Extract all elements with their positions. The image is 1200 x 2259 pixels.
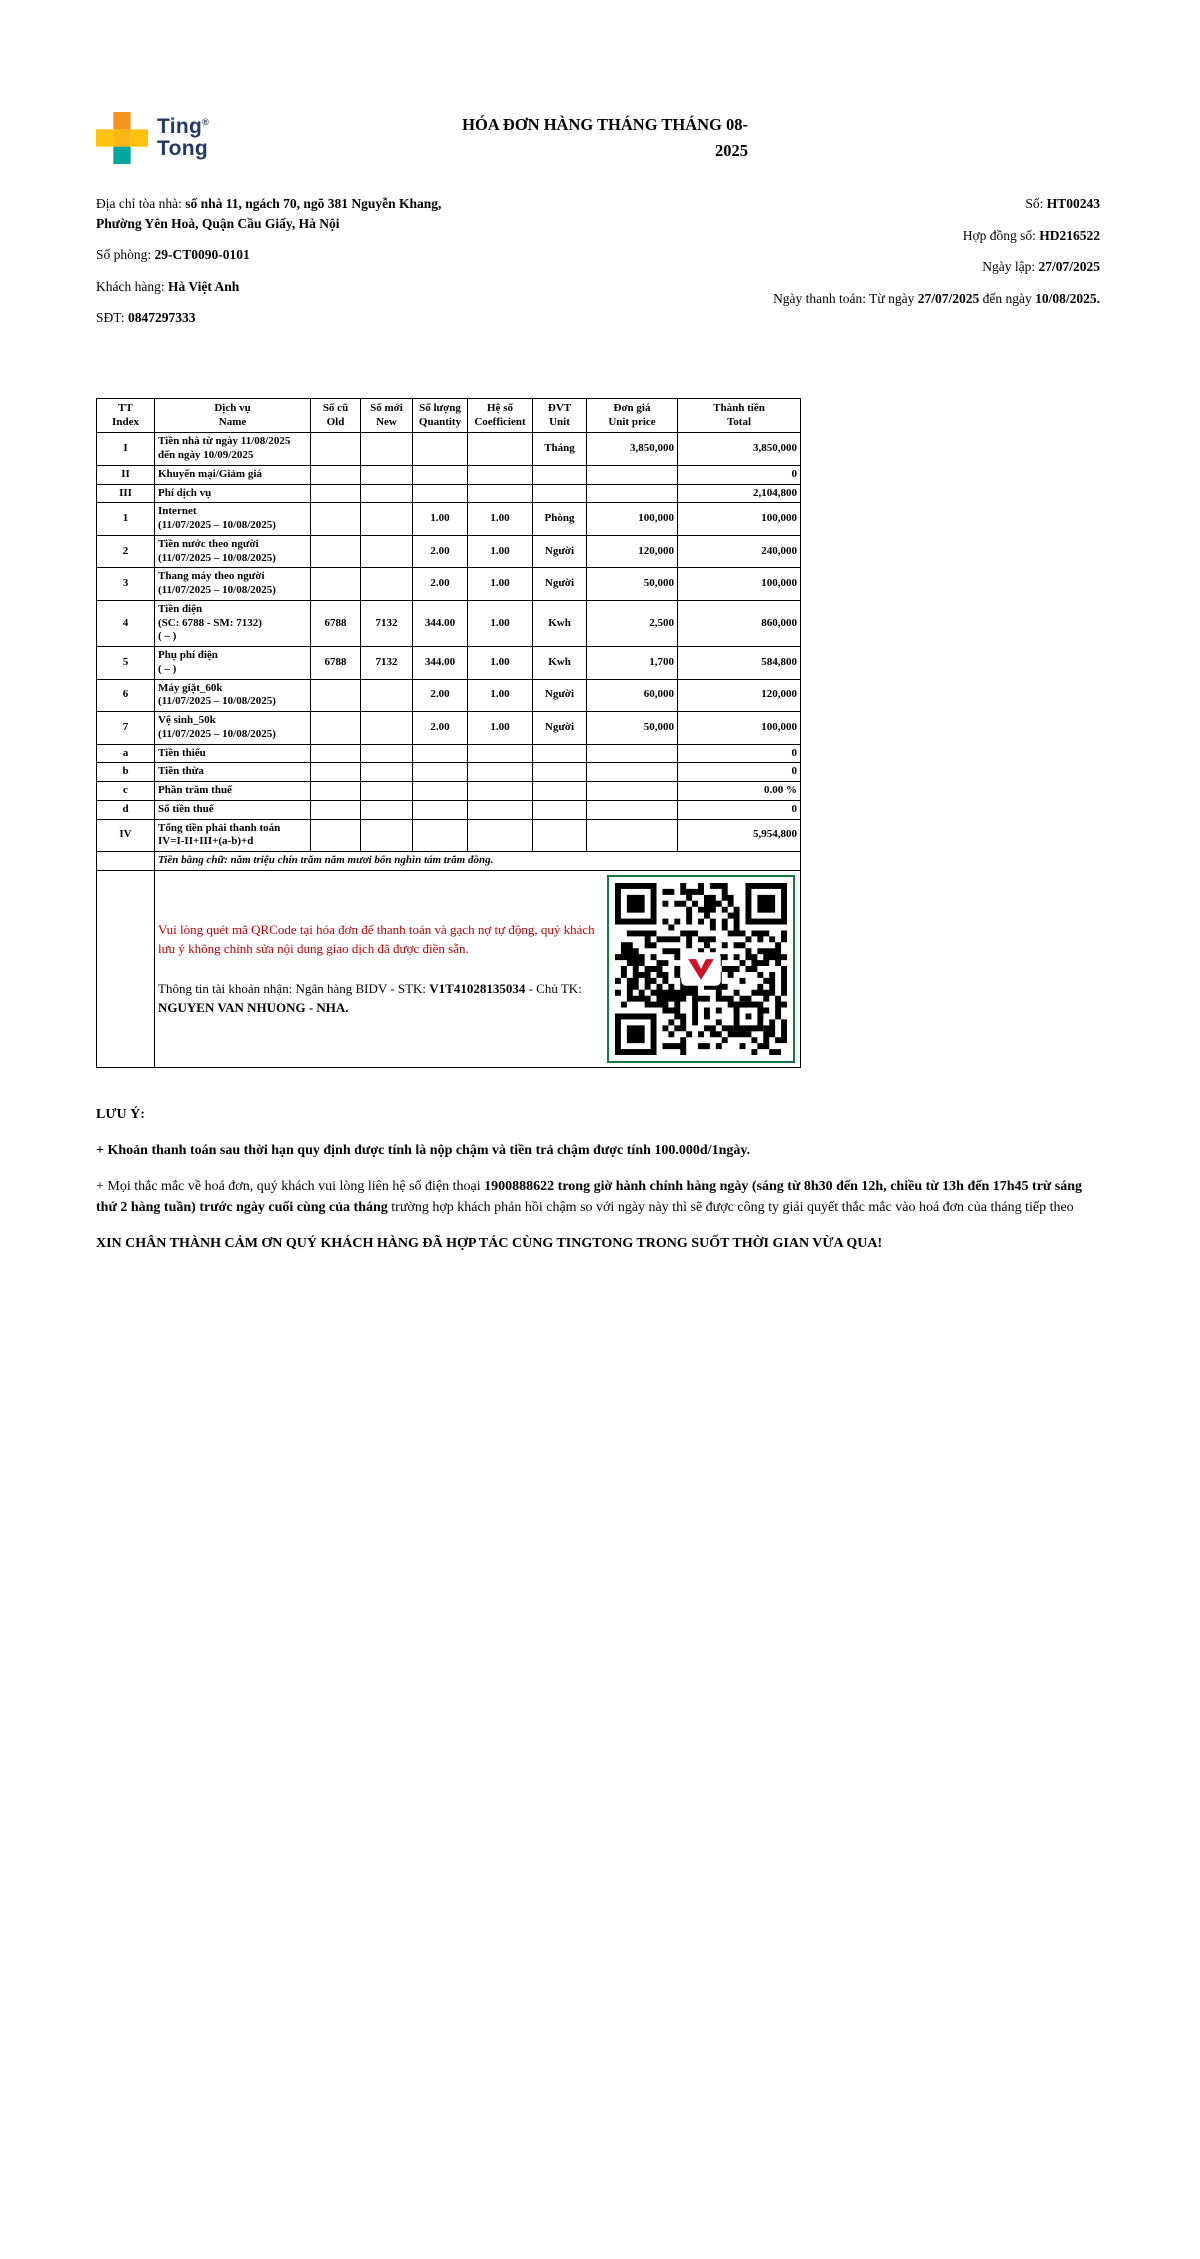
table-row [97,712,801,745]
row-index: 4 [97,600,155,646]
row-quantity: 2.00 [413,712,468,745]
row-unit-price [587,819,678,852]
row-old [311,679,361,712]
table-row [97,433,801,466]
table-row [97,484,801,503]
service-name: Phí dịch vụ [158,486,212,499]
row-total: 100,000 [678,503,801,536]
contract-number: Hợp đồng số: HD216522 [962,227,1100,243]
row-coefficient [468,433,533,466]
service-name: Khuyến mại/Giảm giá [158,467,262,480]
table-row [97,744,801,763]
row-coefficient [468,819,533,852]
building-address: Địa chỉ tòa nhà: số nhà 11, ngách 70, ngõ 381 Nguyễn Khang, Phường Yên Hoà, Quận Cầu Giấy, Hà Nội [96,196,442,231]
notes-heading: LƯU Ý: [96,1106,145,1122]
table-row [97,568,801,601]
customer-phone: SĐT: 0847297333 [96,310,196,326]
row-unit: Kwh [533,647,587,680]
row-service [155,763,311,782]
row-total: 240,000 [678,535,801,568]
row-index: I [97,433,155,466]
col-header-unit-price: Đơn giá Unit price [587,398,678,433]
row-unit-price: 120,000 [587,535,678,568]
row-new [361,568,413,601]
row-index: 3 [97,568,155,601]
row-new [361,679,413,712]
row-coefficient [468,484,533,503]
row-index: 7 [97,712,155,745]
row-service [155,568,311,601]
service-period: (11/07/2025 – 10/08/2025) [158,727,276,740]
row-unit [533,800,587,819]
row-total: 0 [678,744,801,763]
row-service [155,647,311,680]
issue-date: Ngày lập: 27/07/2025 [982,259,1100,275]
row-new [361,782,413,801]
row-total: 584,800 [678,647,801,680]
row-unit-price [587,744,678,763]
qr-code-frame [607,875,795,1063]
col-header-new: Số mới New [361,398,413,433]
empty-cell [97,852,155,871]
invoice-title [462,112,748,163]
grand-total-row [97,819,801,852]
row-service [155,484,311,503]
col-header-coefficient: Hệ số Coefficient [468,398,533,433]
col-header-unit: ĐVT Unit [533,398,587,433]
row-index: 2 [97,535,155,568]
col-header-index: TT Index [97,398,155,433]
row-total: 120,000 [678,679,801,712]
row-service [155,782,311,801]
bank-account-number: V1T41028135034 [429,980,526,996]
thanks-note: XIN CHÂN THÀNH CẢM ƠN QUÝ KHÁCH HÀNG ĐÃ HỢP TÁC CÙNG TINGTONG TRONG SUỐT THỜI GIAN VỪA QUA! [96,1235,883,1251]
row-index: 6 [97,679,155,712]
row-unit-price: 50,000 [587,568,678,601]
customer-name: Khách hàng: Hà Việt Anh [96,278,240,294]
row-coefficient [468,744,533,763]
row-unit [533,819,587,852]
bank-account-info: Thông tin tài khoản nhận: Ngân hàng BIDV - STK: V1T41028135034 - Chủ TK: NGUYEN VAN NHUONG - NHA. [158,980,582,1016]
row-quantity [413,819,468,852]
row-old [311,484,361,503]
row-new: 7132 [361,647,413,680]
row-index: III [97,484,155,503]
row-total: 0 [678,465,801,484]
row-quantity [413,744,468,763]
table-row [97,465,801,484]
row-coefficient: 1.00 [468,535,533,568]
row-coefficient [468,800,533,819]
row-unit [533,782,587,801]
row-old [311,819,361,852]
row-total: 100,000 [678,568,801,601]
row-old [311,535,361,568]
row-total: 100,000 [678,712,801,745]
row-unit-price: 100,000 [587,503,678,536]
col-header-quantity: Số lượng Quantity [413,398,468,433]
row-service [155,535,311,568]
row-quantity [413,433,468,466]
service-name: Internet [158,505,197,518]
brand-line1: Ting [157,115,203,139]
row-service [155,800,311,819]
col-header-service: Dịch vụ Name [155,398,311,433]
row-unit: Tháng [533,433,587,466]
row-index: b [97,763,155,782]
row-old [311,465,361,484]
row-service [155,433,311,466]
row-total: 860,000 [678,600,801,646]
tingtong-plus-icon [96,112,148,164]
row-service [155,503,311,536]
row-coefficient: 1.00 [468,503,533,536]
row-old: 6788 [311,647,361,680]
row-unit-price [587,800,678,819]
row-unit-price: 2,500 [587,600,678,646]
table-header-row [97,398,801,433]
qr-payment-notice: Vui lòng quét mã QRCode tại hóa đơn để thanh toán và gạch nợ tự động, quý khách lưu ý không chỉnh sửa nội dung giao dịch đã được điền sẵn. [158,921,595,957]
row-old [311,763,361,782]
service-name: Phần trăm thuế [158,784,232,797]
row-coefficient [468,782,533,801]
qr-payment-section [155,870,801,1067]
row-unit: Người [533,712,587,745]
grand-total-label: Tổng tiền phải thanh toán [158,821,281,834]
row-old [311,568,361,601]
hotline-number: 1900888622 trong giờ hành chính hàng ngày (sáng từ 8h30 đến 12h, chiều từ 13h đến 17h45 trừ sáng thứ 2 hàng tuần) [96,1178,1083,1215]
bank-account-holder: NGUYEN VAN NHUONG - NHA. [158,1000,349,1016]
service-period: (11/07/2025 – 10/08/2025) [158,551,276,564]
row-quantity: 2.00 [413,535,468,568]
service-period: (11/07/2025 – 10/08/2025) [158,519,276,532]
row-old [311,782,361,801]
row-index: 5 [97,647,155,680]
service-period: (11/07/2025 – 10/08/2025) [158,695,276,708]
row-old [311,712,361,745]
row-new [361,535,413,568]
row-unit: Người [533,568,587,601]
invoice-title-line1: HÓA ĐƠN HÀNG THÁNG THÁNG 08- [462,115,748,134]
table-row [97,647,801,680]
row-new [361,819,413,852]
row-index: d [97,800,155,819]
amount-in-words [155,852,801,871]
service-name: Tiền nhà từ ngày 11/08/2025 đến ngày 10/09/2025 [158,435,291,462]
row-quantity [413,763,468,782]
grand-total-value: 5,954,800 [678,819,801,852]
service-name: Tiền nước theo người [158,537,259,550]
customer-info [96,194,468,340]
row-index: 1 [97,503,155,536]
row-old [311,744,361,763]
table-row [97,679,801,712]
payment-period: Ngày thanh toán: Từ ngày 27/07/2025 đến ngày 10/08/2025. [773,290,1100,306]
row-unit-price [587,763,678,782]
row-new [361,712,413,745]
invoice-meta [748,194,1100,340]
grand-total-formula: IV=I-II+III+(a-b)+d [158,835,254,848]
row-service [155,679,311,712]
row-service [155,744,311,763]
row-unit: Người [533,535,587,568]
row-new [361,763,413,782]
row-new [361,465,413,484]
service-name: Vệ sinh_50k [158,714,216,727]
row-coefficient: 1.00 [468,647,533,680]
row-unit-price [587,782,678,801]
row-new [361,484,413,503]
row-coefficient [468,763,533,782]
table-row [97,782,801,801]
invoice-number: Số: HT00243 [1025,196,1100,211]
row-unit-price: 1,700 [587,647,678,680]
row-quantity: 1.00 [413,503,468,536]
brand-line2: Tong [157,137,208,160]
row-old: 6788 [311,600,361,646]
service-name: Số tiền thuế [158,802,214,815]
notes-section [96,1104,1100,1254]
row-service [155,819,311,852]
row-coefficient: 1.00 [468,679,533,712]
row-total: 0 [678,800,801,819]
empty-cell [97,870,155,1067]
service-name: Phụ phí điện [158,649,218,662]
qr-payment-row [97,870,801,1067]
row-old [311,503,361,536]
row-unit: Phòng [533,503,587,536]
row-index: IV [97,819,155,852]
amount-words-value: năm triệu chín trăm năm mươi bốn nghìn tám trăm đồng. [230,854,494,867]
row-new [361,503,413,536]
row-total: 2,104,800 [678,484,801,503]
row-index: c [97,782,155,801]
room-number: Số phòng: 29-CT0090-0101 [96,247,250,263]
page-header [96,112,1100,164]
service-meter: (SC: 6788 - SM: 7132) [158,616,262,629]
row-total: 0.00 % [678,782,801,801]
invoice-info [96,194,1100,340]
service-name: Tiền điện [158,602,203,615]
service-name: Máy giặt_60k [158,681,223,694]
row-unit: Kwh [533,600,587,646]
service-period: (11/07/2025 – 10/08/2025) [158,584,276,597]
row-unit-price: 50,000 [587,712,678,745]
row-new [361,433,413,466]
service-note: ( – ) [158,662,177,675]
row-unit [533,744,587,763]
row-unit-price: 60,000 [587,679,678,712]
row-quantity [413,465,468,484]
service-name: Tiền thiếu [158,746,206,759]
table-row [97,800,801,819]
registered-mark: ® [202,117,210,128]
row-unit [533,763,587,782]
service-name: Thang máy theo người [158,570,265,583]
row-total: 3,850,000 [678,433,801,466]
table-row [97,763,801,782]
row-coefficient: 1.00 [468,568,533,601]
late-fee-note: + Khoản thanh toán sau thời hạn quy định được tính là nộp chậm và tiền trả chậm được tính 100.000d/1ngày. [96,1142,751,1158]
row-service [155,465,311,484]
row-new: 7132 [361,600,413,646]
row-old [311,433,361,466]
row-index: II [97,465,155,484]
row-service [155,600,311,646]
row-old [311,800,361,819]
table-row [97,600,801,646]
row-unit [533,465,587,484]
tingtong-logo [96,112,209,164]
row-unit-price [587,484,678,503]
amount-words-label: Tiền bằng chữ: [158,854,231,867]
row-quantity: 344.00 [413,600,468,646]
row-new [361,744,413,763]
service-note: ( – ) [158,630,177,643]
row-unit-price [587,465,678,484]
row-unit-price: 3,850,000 [587,433,678,466]
contact-note: + Mọi thắc mắc về hoá đơn, quý khách vui lòng liên hệ số điện thoại 1900888622 trong giờ hành chính hàng ngày (sáng từ 8h30 đến 12h, chiều từ 13h đến 17h45 trừ sáng thứ 2 hàng tuần) trước ngày cuối cùng của tháng trường hợp khách phản hồi chậm so với ngày này thì sẽ được công ty giải quyết thắc mắc vào hoá đơn của tháng tiếp theo [96,1178,1083,1215]
qr-code [615,883,787,1055]
row-quantity: 2.00 [413,568,468,601]
table-row [97,535,801,568]
row-service [155,712,311,745]
invoice-table [96,398,801,1068]
row-quantity [413,800,468,819]
row-quantity [413,782,468,801]
row-quantity [413,484,468,503]
amount-in-words-row [97,852,801,871]
col-header-total: Thành tiền Total [678,398,801,433]
row-quantity: 2.00 [413,679,468,712]
row-coefficient: 1.00 [468,712,533,745]
row-new [361,800,413,819]
col-header-old: Số cũ Old [311,398,361,433]
invoice-title-line2: 2025 [715,140,748,160]
row-unit [533,484,587,503]
payment-instructions [158,920,603,1018]
table-row [97,503,801,536]
row-coefficient [468,465,533,484]
row-total: 0 [678,763,801,782]
brand-name [157,116,209,160]
service-name: Tiền thừa [158,765,204,778]
row-unit: Người [533,679,587,712]
row-quantity: 344.00 [413,647,468,680]
row-index: a [97,744,155,763]
row-coefficient: 1.00 [468,600,533,646]
